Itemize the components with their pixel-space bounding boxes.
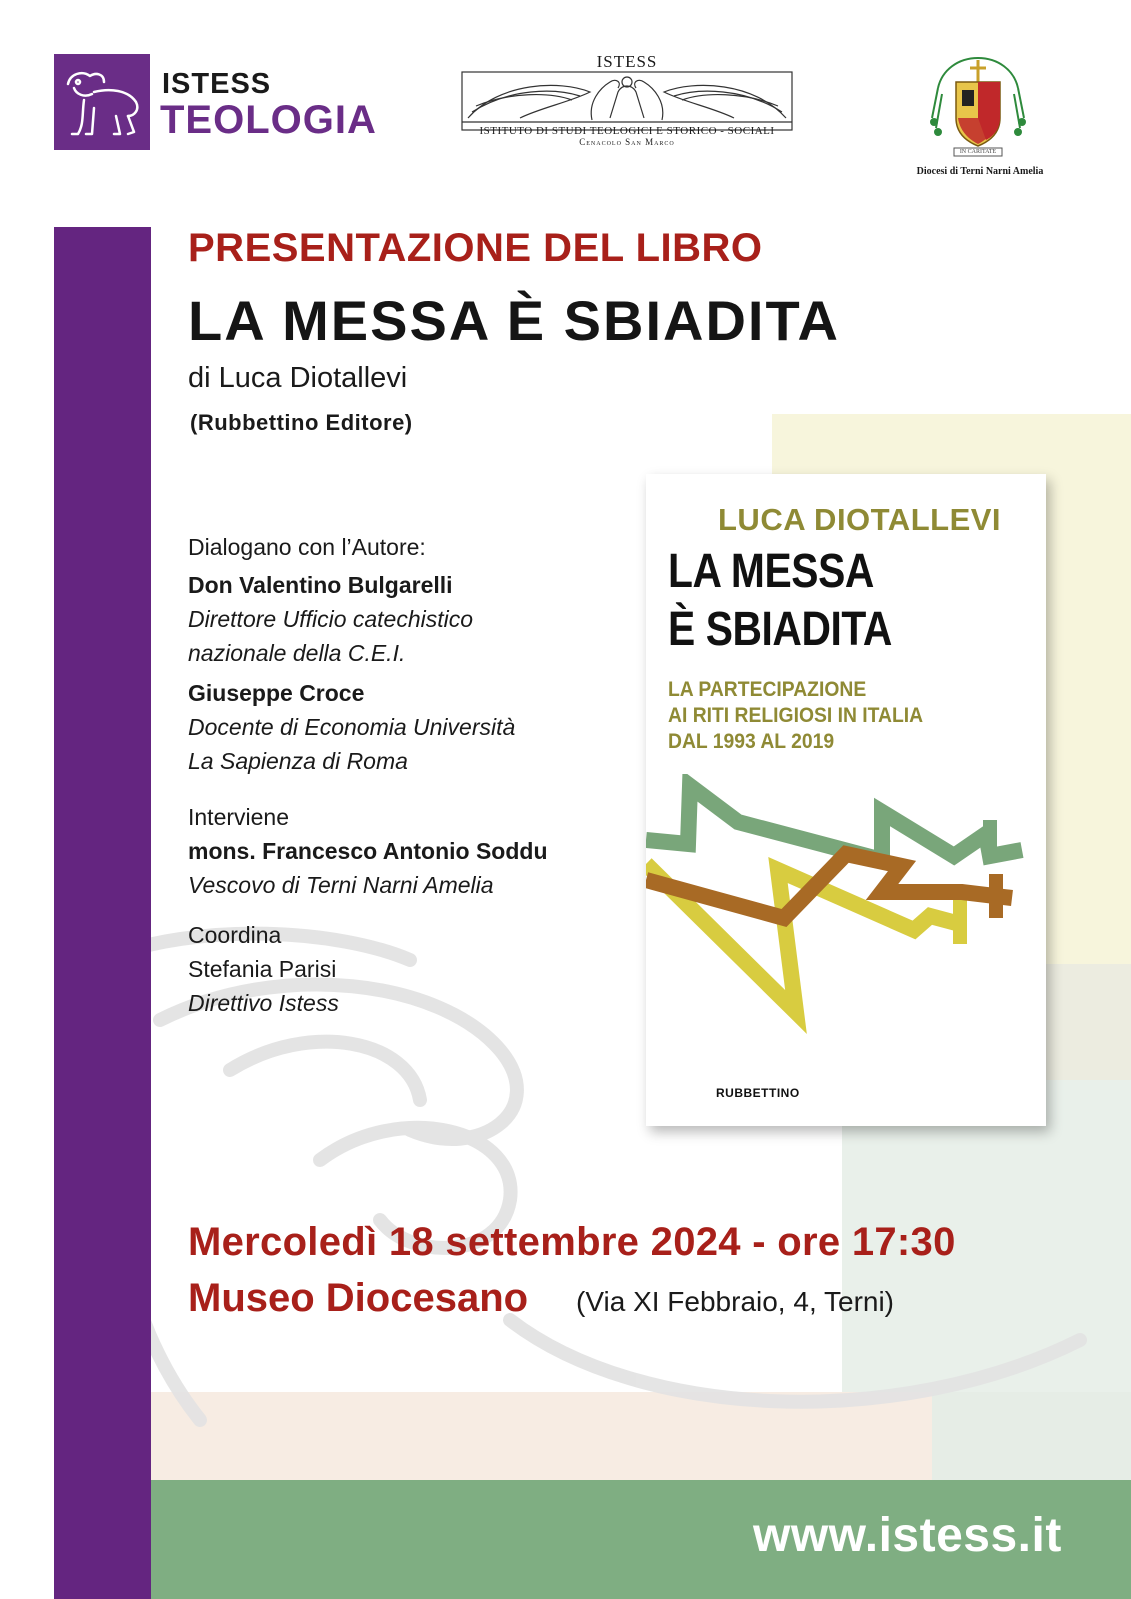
istess-teologia-logo <box>54 54 150 150</box>
speaker-1-role-line-1: Direttore Ufficio catechistico <box>188 606 474 632</box>
coord-label: Coordina <box>188 922 282 948</box>
book-cover <box>646 474 1046 1126</box>
cover-title-line-2: È SBIADITA <box>668 603 892 656</box>
cover-subtitle-line-3: DAL 1993 AL 2019 <box>668 730 835 753</box>
speaker-4-name: Stefania Parisi <box>188 956 337 982</box>
left-purple-band <box>54 227 151 1599</box>
website-link[interactable]: www.istess.it <box>753 1509 1062 1562</box>
intervene-label: Interviene <box>188 804 290 830</box>
diocese-label: Diocesi di Terni Narni Amelia <box>916 166 1044 177</box>
event-address: (Via XI Febbraio, 4, Terni) <box>576 1286 895 1317</box>
cover-subtitle-line-1: LA PARTECIPAZIONE <box>668 678 867 701</box>
cover-green-line <box>646 786 1022 860</box>
event-venue: Museo Diocesano <box>188 1276 529 1320</box>
publisher: (Rubbettino Editore) <box>190 410 413 435</box>
speaker-4-role: Direttivo Istess <box>188 990 339 1016</box>
speaker-2-name: Giuseppe Croce <box>188 680 365 706</box>
cover-author: LUCA DIOTALLEVI <box>718 502 1002 537</box>
speaker-2-role-line-2: La Sapienza di Roma <box>188 748 408 774</box>
seal-subtitle: Cenacolo San Marco <box>579 137 675 147</box>
speaker-1-name: Don Valentino Bulgarelli <box>188 572 453 598</box>
speaker-3-name: mons. Francesco Antonio Soddu <box>188 838 548 864</box>
seal-institute-name: ISTITUTO DI STUDI TEOLOGICI E STORICO - SOCIALI <box>479 125 775 137</box>
dialog-intro: Dialogano con l’Autore: <box>188 534 426 560</box>
lamb-icon <box>54 54 150 150</box>
logo-text-istess: ISTESS <box>162 68 272 100</box>
cover-zigzag-graphic <box>646 774 1046 1044</box>
cover-publisher: RUBBETTINO <box>716 1086 800 1100</box>
speaker-1-role-line-2: nazionale della C.E.I. <box>188 640 406 666</box>
coat-motto: IN CARITATE <box>959 149 997 155</box>
presentation-heading: PRESENTAZIONE DEL LIBRO <box>188 226 763 270</box>
seal-title: ISTESS <box>596 52 658 71</box>
cover-title-line-1: LA MESSA <box>668 545 874 598</box>
event-date-time: Mercoledì 18 settembre 2024 - ore 17:30 <box>188 1220 956 1264</box>
cover-subtitle-line-2: AI RITI RELIGIOSI IN ITALIA <box>668 704 924 727</box>
speaker-3-role: Vescovo di Terni Narni Amelia <box>188 872 494 898</box>
book-title: LA MESSA È SBIADITA <box>188 289 840 352</box>
speaker-2-role-line-1: Docente di Economia Università <box>188 714 516 740</box>
author-line: di Luca Diotallevi <box>188 362 408 394</box>
logo-text-teologia: TEOLOGIA <box>160 98 377 142</box>
